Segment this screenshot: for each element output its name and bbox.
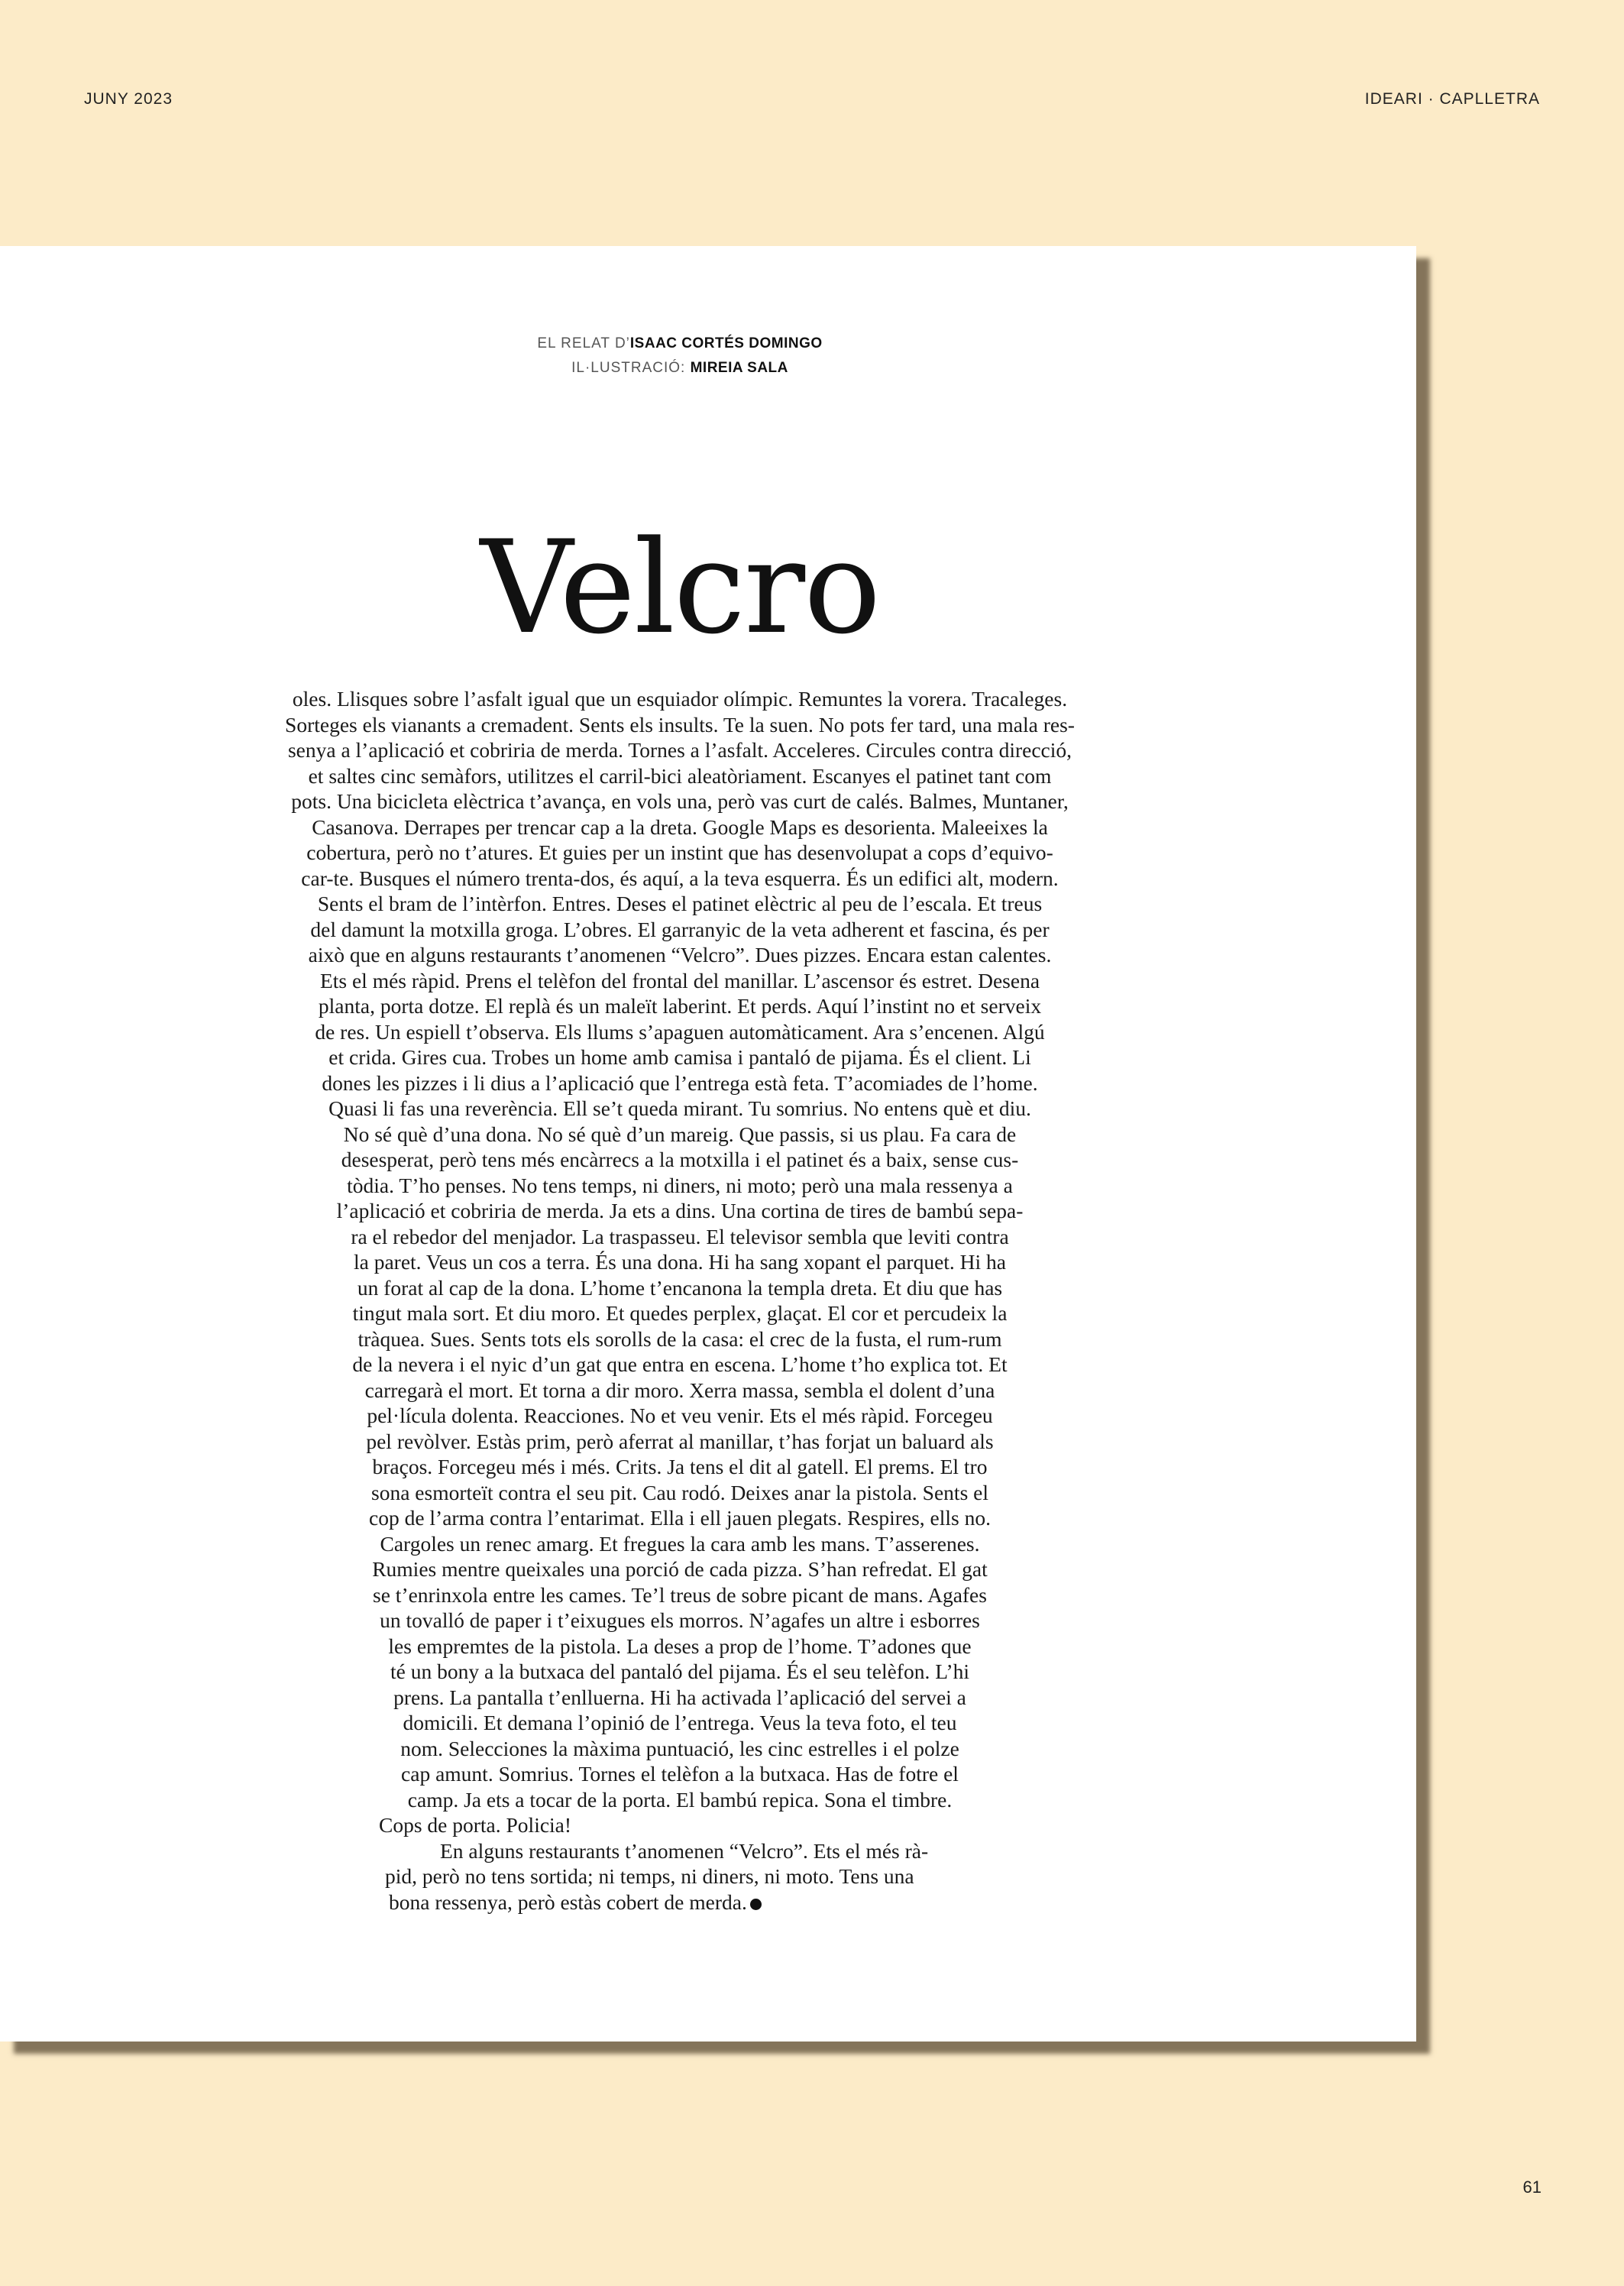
story-line: bona ressenya, però estàs cobert de merda. xyxy=(153,1889,1207,1915)
article-sheet xyxy=(0,246,1416,2042)
story-line: pel revòlver. Estàs prim, però aferrat al manillar, t’has forjat un baluard als xyxy=(366,1429,994,1453)
story-line: pots. Una bicicleta elèctrica t’avança, en vols una, però vas curt de calés. Balmes, Muntaner, xyxy=(291,789,1069,813)
story-line: un forat al cap de la dona. L’home t’encanona la templa dreta. Et diu que has xyxy=(357,1275,1003,1300)
story-line: l’aplicació et cobriria de merda. Ja ets a dins. Una cortina de tires de bambú sepa- xyxy=(336,1199,1024,1222)
author-name: ISAAC CORTÉS DOMINGO xyxy=(629,335,823,351)
story-line: Rumies mentre queixales una porció de cada pizza. S’han refredat. El gat xyxy=(372,1557,988,1581)
story-line: En alguns restaurants t’anomenen “Velcro”. Ets el més rà- xyxy=(440,1838,929,1863)
illustrator-name: MIREIA SALA xyxy=(690,360,788,376)
illustrator-credit xyxy=(0,356,1360,380)
issue-date: JUNY 2023 xyxy=(84,90,173,108)
story-line: Cops de porta. Policia! xyxy=(379,1813,572,1837)
story-line: de la nevera i el nyic d’un gat que entra en escena. L’home t’ho explica tot. Et xyxy=(352,1352,1008,1376)
story-line: de res. Un espiell t’observa. Els llums s’apaguen automàticament. Ara s’encenen. Algú xyxy=(315,1019,1045,1044)
story-line: tràquea. Sues. Sents tots els sorolls de la casa: el crec de la fusta, el rum-rum xyxy=(357,1326,1002,1351)
story-line: pel·lícula dolenta. Reacciones. No et veu venir. Ets el més ràpid. Forcegeu xyxy=(367,1404,993,1427)
story-line: se t’enrinxola entre les cames. Te’l treus de sobre picant de mans. Agafes xyxy=(373,1582,987,1607)
credits xyxy=(0,332,1360,380)
author-role: EL RELAT D’ xyxy=(537,335,630,351)
story-line: dones les pizzes i li dius a l’aplicació que l’entrega està feta. T’acomiades de l’home. xyxy=(322,1070,1038,1095)
story-line: Casanova. Derrapes per trencar cap a la dreta. Google Maps es desorienta. Maleeixes la xyxy=(312,814,1048,839)
story-line: et crida. Gires cua. Trobes un home amb camisa i pantaló de pijama. És el client. Li xyxy=(328,1045,1031,1069)
story-line: tòdia. T’ho penses. No tens temps, ni diners, ni moto; però una mala ressenya a xyxy=(347,1173,1013,1197)
story-line: planta, porta dotze. El replà és un maleït laberint. Et perds. Aquí l’instint no et serveix xyxy=(318,994,1042,1018)
story-line: té un bony a la butxaca del pantaló del pijama. És el seu telèfon. L’hi xyxy=(390,1659,970,1683)
story-body xyxy=(153,686,1207,1915)
story-line: les empremtes de la pistola. La deses a prop de l’home. T’adones que xyxy=(388,1634,972,1658)
story-line: Ets el més ràpid. Prens el telèfon del frontal del manillar. L’ascensor és estret. Desena xyxy=(319,968,1040,992)
end-mark-dot xyxy=(750,1899,762,1910)
story-line: oles. Llisques sobre l’asfalt igual que un esquiador olímpic. Remuntes la vorera. Tracaleges. xyxy=(292,687,1068,711)
story-line: No sé què d’una dona. No sé què d’un mareig. Que passis, si us plau. Fa cara de xyxy=(343,1122,1017,1146)
story-line: prens. La pantalla t’enlluerna. Hi ha activada l’aplicació del servei a xyxy=(393,1685,966,1709)
story-line: cap amunt. Somrius. Tornes el telèfon a la butxaca. Has de fotre el xyxy=(401,1762,959,1786)
story-line: pid, però no tens sortida; ni temps, ni diners, ni moto. Tens una xyxy=(385,1864,914,1888)
illustrator-role: IL·LUSTRACIÓ: xyxy=(571,360,691,376)
story-line: cobertura, però no t’atures. Et guies per un instint que has desenvolupat a cops d’equivo- xyxy=(306,840,1053,864)
story-line: ra el rebedor del menjador. La traspasseu. El televisor sembla que leviti contra xyxy=(351,1224,1009,1248)
story-line: desesperat, però tens més encàrrecs a la motxilla i el patinet és a baix, sense cus- xyxy=(341,1148,1019,1171)
story-line: Sorteges els vianants a cremadent. Sents els insults. Te la suen. No pots fer tard, una mala res- xyxy=(285,712,1075,737)
author-credit xyxy=(0,332,1360,356)
page-number: 61 xyxy=(1522,2178,1542,2197)
story-line: nom. Selecciones la màxima puntuació, les cinc estrelles i el polze xyxy=(400,1736,959,1760)
story-line: senya a l’aplicació et cobriria de merda. Tornes a l’asfalt. Acceleres. Circules contra direcció, xyxy=(287,738,1072,762)
story-line: braços. Forcegeu més i més. Crits. Ja tens el dit al gatell. El prems. El tro xyxy=(372,1455,988,1478)
story-line: Sents el bram de l’intèrfon. Entres. Deses el patinet elèctric al peu de l’escala. Et treus xyxy=(317,892,1043,915)
section-label: IDEARI · CAPLLETRA xyxy=(1364,90,1540,108)
story-line: car-te. Busques el número trenta-dos, és aquí, a la teva esquerra. És un edifici alt, modern. xyxy=(301,866,1059,890)
story-line: del damunt la motxilla groga. L’obres. El garranyic de la veta adherent et fascina, és per xyxy=(310,917,1050,941)
story-line: això que en alguns restaurants t’anomenen “Velcro”. Dues pizzes. Encara estan calentes. xyxy=(308,943,1052,967)
story-line: et saltes cinc semàfors, utilitzes el carril-bici aleatòriament. Escanyes el patinet tant com xyxy=(308,763,1052,788)
story-title: Velcro xyxy=(480,512,880,662)
story-line: tingut mala sort. Et diu moro. Et quedes perplex, glaçat. El cor et percudeix la xyxy=(352,1301,1008,1325)
story-line: Cargoles un renec amarg. Et fregues la cara amb les mans. T’asserenes. xyxy=(380,1531,980,1556)
story-line: Quasi li fas una reverència. Ell se’t queda mirant. Tu somrius. No entens què et diu. xyxy=(328,1096,1031,1120)
story-line: camp. Ja ets a tocar de la porta. El bambú repica. Sona el timbre. xyxy=(407,1787,953,1812)
story-line: carregarà el mort. Et torna a dir moro. Xerra massa, sembla el dolent d’una xyxy=(364,1378,995,1402)
story-line: domicili. Et demana l’opinió de l’entrega. Veus la teva foto, el teu xyxy=(403,1711,957,1734)
story-line: cop de l’arma contra l’entarimat. Ella i ell jauen plegats. Respires, ells no. xyxy=(368,1506,992,1530)
story-line: la paret. Veus un cos a terra. És una dona. Hi ha sang xopant el parquet. Hi ha xyxy=(353,1250,1007,1274)
story-line: sona esmorteït contra el seu pit. Cau rodó. Deixes anar la pistola. Sents el xyxy=(371,1480,988,1504)
story-line: un tovalló de paper i t’eixugues els morros. N’agafes un altre i esborres xyxy=(380,1608,980,1632)
